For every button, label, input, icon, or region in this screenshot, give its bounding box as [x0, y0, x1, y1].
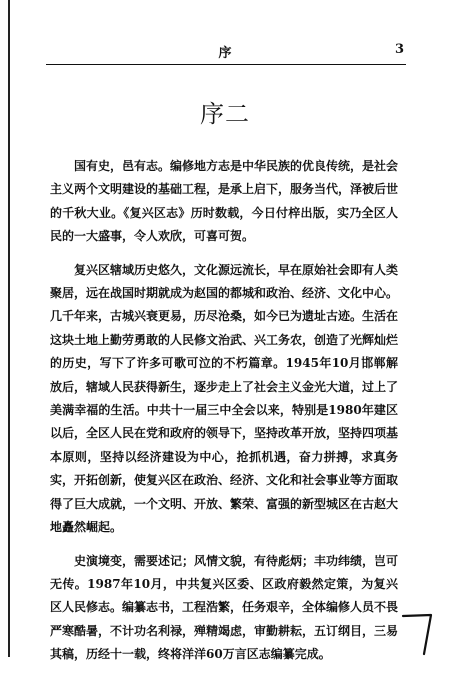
running-title: 序 [218, 46, 234, 61]
running-header [46, 38, 406, 65]
paragraph-1: 国有史，邑有志。编修地方志是中华民族的优良传统，是社会主义两个文明建设的基础工程，是承上启下，服务当代，泽被后世的千秋大业。《复兴区志》历时数载，今日付梓出版，实乃全区人民的一大盛事，令人欢欣，可喜可贺。 [50, 159, 399, 244]
body-text [50, 155, 398, 677]
paragraph-3: 史演境变，需要述记；风情文貌，有待彪炳；丰功纬绩，岂可无传。1987年10月，中共复兴区委、区政府毅然定策，为复兴区人民修志。编纂志书，工程浩繁，任务艰辛，全体编修人员不畏严寒酷暑，不计功名利禄，殚精竭虑，审勤耕耘，五订纲目，三易其稿，历经十一载，终将洋洋60万言区志编纂完成。 [50, 553, 399, 662]
handwritten-mark-icon [397, 612, 437, 656]
paragraph-2: 复兴区辖域历史悠久，文化源远流长，早在原始社会即有人类聚居，远在战国时期就成为赵国的都城和政治、经济、文化中心。几千年来，古城兴衰更易，历尽沧桑，如今已为遗址古迹。生活在这块土地上勤劳勇敢的人民修文治武、兴工务农，创造了光辉灿烂的历史，写下了许多可歌可泣的不朽篇章。1945年10月邯郸解放后，辖域人民获得新生，逐步走上了社会主义金光大道，过上了美满幸福的生活。中共十一届三中全会以来，特别是1980年建区以后，全区人民在党和政府的领导下，坚持改革开放，坚持四项基本原则，坚持以经济建设为中心，抢抓机遇，奋力拼搏，求真务实，开拓创新，使复兴区在政治、经济、文化和社会事业等方面取得了巨大成就，一个文明、开放、繁荣、富强的新型城区在古赵大地矗然崛起。 [50, 262, 399, 535]
page-number: 3 [394, 42, 404, 57]
section-title: 序二 [200, 100, 250, 128]
